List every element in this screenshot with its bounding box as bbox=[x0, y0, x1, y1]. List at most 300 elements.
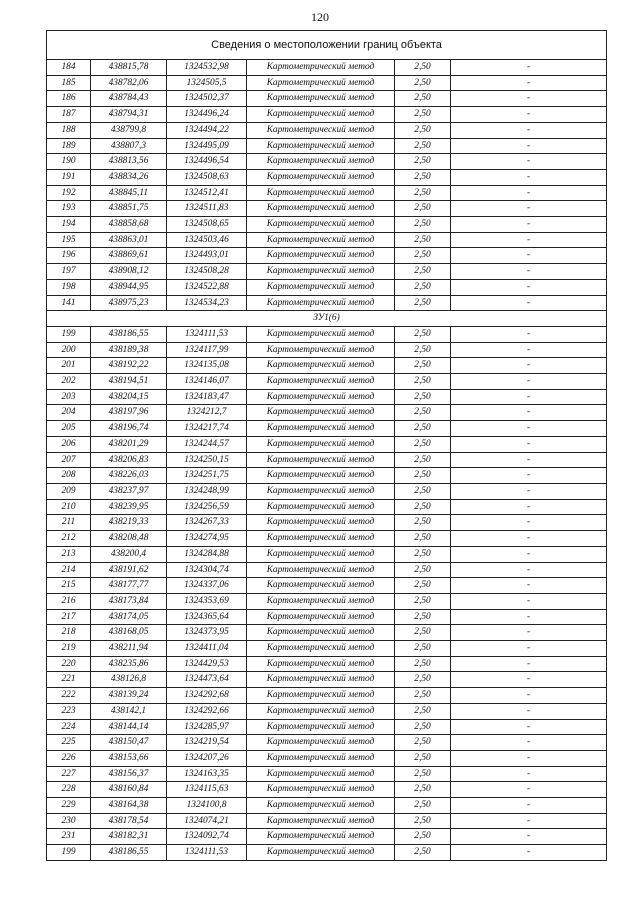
method-cell: Картометрический метод bbox=[247, 593, 395, 609]
method-cell: Картометрический метод bbox=[247, 672, 395, 688]
point-number-cell: 194 bbox=[47, 217, 91, 233]
page-number: 120 bbox=[311, 10, 329, 24]
table-row bbox=[47, 593, 607, 609]
y-coordinate-cell: 1324115,63 bbox=[167, 782, 247, 798]
point-number-cell: 217 bbox=[47, 609, 91, 625]
table-row bbox=[47, 452, 607, 468]
point-number-cell: 211 bbox=[47, 515, 91, 531]
table-row bbox=[47, 421, 607, 437]
accuracy-cell: 2,50 bbox=[395, 609, 451, 625]
description-cell: - bbox=[451, 326, 607, 342]
accuracy-cell: 2,50 bbox=[395, 578, 451, 594]
x-coordinate-cell: 438197,96 bbox=[91, 405, 167, 421]
table-row bbox=[47, 499, 607, 515]
y-coordinate-cell: 1324244,57 bbox=[167, 436, 247, 452]
y-coordinate-cell: 1324111,53 bbox=[167, 845, 247, 861]
y-coordinate-cell: 1324217,74 bbox=[167, 421, 247, 437]
y-coordinate-cell: 1324274,95 bbox=[167, 531, 247, 547]
accuracy-cell: 2,50 bbox=[395, 122, 451, 138]
point-number-cell: 221 bbox=[47, 672, 91, 688]
x-coordinate-cell: 438200,4 bbox=[91, 546, 167, 562]
description-cell: - bbox=[451, 169, 607, 185]
accuracy-cell: 2,50 bbox=[395, 358, 451, 374]
point-number-cell: 210 bbox=[47, 499, 91, 515]
y-coordinate-cell: 1324250,15 bbox=[167, 452, 247, 468]
method-cell: Картометрический метод bbox=[247, 656, 395, 672]
method-cell: Картометрический метод bbox=[247, 782, 395, 798]
x-coordinate-cell: 438191,62 bbox=[91, 562, 167, 578]
description-cell: - bbox=[451, 154, 607, 170]
point-number-cell: 218 bbox=[47, 625, 91, 641]
method-cell: Картометрический метод bbox=[247, 798, 395, 814]
x-coordinate-cell: 438219,33 bbox=[91, 515, 167, 531]
y-coordinate-cell: 1324494,22 bbox=[167, 122, 247, 138]
method-cell: Картометрический метод bbox=[247, 405, 395, 421]
x-coordinate-cell: 438226,03 bbox=[91, 468, 167, 484]
y-coordinate-cell: 1324337,06 bbox=[167, 578, 247, 594]
table-row bbox=[47, 75, 607, 91]
x-coordinate-cell: 438782,06 bbox=[91, 75, 167, 91]
accuracy-cell: 2,50 bbox=[395, 264, 451, 280]
table-row bbox=[47, 735, 607, 751]
x-coordinate-cell: 438178,54 bbox=[91, 813, 167, 829]
y-coordinate-cell: 1324117,99 bbox=[167, 342, 247, 358]
y-coordinate-cell: 1324365,64 bbox=[167, 609, 247, 625]
description-cell: - bbox=[451, 295, 607, 311]
y-coordinate-cell: 1324495,09 bbox=[167, 138, 247, 154]
y-coordinate-cell: 1324219,54 bbox=[167, 735, 247, 751]
description-cell: - bbox=[451, 122, 607, 138]
method-cell: Картометрический метод bbox=[247, 499, 395, 515]
accuracy-cell: 2,50 bbox=[395, 374, 451, 390]
point-number-cell: 206 bbox=[47, 436, 91, 452]
description-cell: - bbox=[451, 531, 607, 547]
point-number-cell: 199 bbox=[47, 845, 91, 861]
method-cell: Картометрический метод bbox=[247, 326, 395, 342]
description-cell: - bbox=[451, 248, 607, 264]
x-coordinate-cell: 438863,01 bbox=[91, 232, 167, 248]
method-cell: Картометрический метод bbox=[247, 154, 395, 170]
point-number-cell: 207 bbox=[47, 452, 91, 468]
method-cell: Картометрический метод bbox=[247, 107, 395, 123]
table-row bbox=[47, 766, 607, 782]
accuracy-cell: 2,50 bbox=[395, 468, 451, 484]
y-coordinate-cell: 1324267,33 bbox=[167, 515, 247, 531]
table-row bbox=[47, 782, 607, 798]
y-coordinate-cell: 1324508,65 bbox=[167, 217, 247, 233]
description-cell: - bbox=[451, 625, 607, 641]
description-cell: - bbox=[451, 452, 607, 468]
method-cell: Картометрический метод bbox=[247, 813, 395, 829]
description-cell: - bbox=[451, 750, 607, 766]
point-number-cell: 184 bbox=[47, 60, 91, 76]
accuracy-cell: 2,50 bbox=[395, 295, 451, 311]
table-row bbox=[47, 798, 607, 814]
point-number-cell: 230 bbox=[47, 813, 91, 829]
x-coordinate-cell: 438182,31 bbox=[91, 829, 167, 845]
point-number-cell: 191 bbox=[47, 169, 91, 185]
description-cell: - bbox=[451, 813, 607, 829]
method-cell: Картометрический метод bbox=[247, 217, 395, 233]
x-coordinate-cell: 438845,11 bbox=[91, 185, 167, 201]
table-row bbox=[47, 578, 607, 594]
section-row bbox=[47, 311, 607, 327]
accuracy-cell: 2,50 bbox=[395, 436, 451, 452]
method-cell: Картометрический метод bbox=[247, 60, 395, 76]
point-number-cell: 216 bbox=[47, 593, 91, 609]
method-cell: Картометрический метод bbox=[247, 452, 395, 468]
x-coordinate-cell: 438186,55 bbox=[91, 845, 167, 861]
table-row bbox=[47, 232, 607, 248]
x-coordinate-cell: 438858,68 bbox=[91, 217, 167, 233]
x-coordinate-cell: 438156,37 bbox=[91, 766, 167, 782]
point-number-cell: 219 bbox=[47, 641, 91, 657]
point-number-cell: 215 bbox=[47, 578, 91, 594]
accuracy-cell: 2,50 bbox=[395, 672, 451, 688]
point-number-cell: 188 bbox=[47, 122, 91, 138]
point-number-cell: 205 bbox=[47, 421, 91, 437]
description-cell: - bbox=[451, 342, 607, 358]
accuracy-cell: 2,50 bbox=[395, 750, 451, 766]
y-coordinate-cell: 1324304,74 bbox=[167, 562, 247, 578]
x-coordinate-cell: 438160,84 bbox=[91, 782, 167, 798]
y-coordinate-cell: 1324248,99 bbox=[167, 483, 247, 499]
accuracy-cell: 2,50 bbox=[395, 735, 451, 751]
y-coordinate-cell: 1324502,37 bbox=[167, 91, 247, 107]
table-row bbox=[47, 483, 607, 499]
x-coordinate-cell: 438204,15 bbox=[91, 389, 167, 405]
table-row bbox=[47, 358, 607, 374]
description-cell: - bbox=[451, 672, 607, 688]
point-number-cell: 141 bbox=[47, 295, 91, 311]
y-coordinate-cell: 1324092,74 bbox=[167, 829, 247, 845]
y-coordinate-cell: 1324212,7 bbox=[167, 405, 247, 421]
description-cell: - bbox=[451, 405, 607, 421]
point-number-cell: 185 bbox=[47, 75, 91, 91]
table-row bbox=[47, 389, 607, 405]
description-cell: - bbox=[451, 389, 607, 405]
table-row bbox=[47, 326, 607, 342]
method-cell: Картометрический метод bbox=[247, 562, 395, 578]
description-cell: - bbox=[451, 107, 607, 123]
y-coordinate-cell: 1324534,23 bbox=[167, 295, 247, 311]
method-cell: Картометрический метод bbox=[247, 531, 395, 547]
method-cell: Картометрический метод bbox=[247, 358, 395, 374]
y-coordinate-cell: 1324256,59 bbox=[167, 499, 247, 515]
y-coordinate-cell: 1324373,95 bbox=[167, 625, 247, 641]
point-number-cell: 202 bbox=[47, 374, 91, 390]
y-coordinate-cell: 1324508,28 bbox=[167, 264, 247, 280]
table-row bbox=[47, 264, 607, 280]
x-coordinate-cell: 438189,38 bbox=[91, 342, 167, 358]
x-coordinate-cell: 438144,14 bbox=[91, 719, 167, 735]
description-cell: - bbox=[451, 515, 607, 531]
table-row bbox=[47, 641, 607, 657]
point-number-cell: 203 bbox=[47, 389, 91, 405]
x-coordinate-cell: 438174,05 bbox=[91, 609, 167, 625]
method-cell: Картометрический метод bbox=[247, 750, 395, 766]
accuracy-cell: 2,50 bbox=[395, 641, 451, 657]
point-number-cell: 229 bbox=[47, 798, 91, 814]
method-cell: Картометрический метод bbox=[247, 279, 395, 295]
table-row bbox=[47, 688, 607, 704]
method-cell: Картометрический метод bbox=[247, 421, 395, 437]
table-row bbox=[47, 201, 607, 217]
method-cell: Картометрический метод bbox=[247, 75, 395, 91]
method-cell: Картометрический метод bbox=[247, 264, 395, 280]
method-cell: Картометрический метод bbox=[247, 735, 395, 751]
point-number-cell: 192 bbox=[47, 185, 91, 201]
y-coordinate-cell: 1324292,66 bbox=[167, 703, 247, 719]
y-coordinate-cell: 1324285,97 bbox=[167, 719, 247, 735]
method-cell: Картометрический метод bbox=[247, 232, 395, 248]
accuracy-cell: 2,50 bbox=[395, 138, 451, 154]
accuracy-cell: 2,50 bbox=[395, 326, 451, 342]
description-cell: - bbox=[451, 798, 607, 814]
x-coordinate-cell: 438235,86 bbox=[91, 656, 167, 672]
description-cell: - bbox=[451, 232, 607, 248]
point-number-cell: 195 bbox=[47, 232, 91, 248]
point-number-cell: 212 bbox=[47, 531, 91, 547]
description-cell: - bbox=[451, 719, 607, 735]
accuracy-cell: 2,50 bbox=[395, 405, 451, 421]
method-cell: Картометрический метод bbox=[247, 546, 395, 562]
accuracy-cell: 2,50 bbox=[395, 201, 451, 217]
y-coordinate-cell: 1324411,04 bbox=[167, 641, 247, 657]
point-number-cell: 198 bbox=[47, 279, 91, 295]
x-coordinate-cell: 438799,8 bbox=[91, 122, 167, 138]
point-number-cell: 225 bbox=[47, 735, 91, 751]
table-row bbox=[47, 750, 607, 766]
y-coordinate-cell: 1324183,47 bbox=[167, 389, 247, 405]
accuracy-cell: 2,50 bbox=[395, 719, 451, 735]
table-row bbox=[47, 436, 607, 452]
accuracy-cell: 2,50 bbox=[395, 452, 451, 468]
accuracy-cell: 2,50 bbox=[395, 107, 451, 123]
x-coordinate-cell: 438239,95 bbox=[91, 499, 167, 515]
accuracy-cell: 2,50 bbox=[395, 421, 451, 437]
point-number-cell: 220 bbox=[47, 656, 91, 672]
accuracy-cell: 2,50 bbox=[395, 248, 451, 264]
description-cell: - bbox=[451, 436, 607, 452]
description-cell: - bbox=[451, 609, 607, 625]
method-cell: Картометрический метод bbox=[247, 688, 395, 704]
point-number-cell: 197 bbox=[47, 264, 91, 280]
y-coordinate-cell: 1324135,08 bbox=[167, 358, 247, 374]
point-number-cell: 199 bbox=[47, 326, 91, 342]
description-cell: - bbox=[451, 593, 607, 609]
point-number-cell: 224 bbox=[47, 719, 91, 735]
description-cell: - bbox=[451, 264, 607, 280]
description-cell: - bbox=[451, 217, 607, 233]
description-cell: - bbox=[451, 735, 607, 751]
accuracy-cell: 2,50 bbox=[395, 217, 451, 233]
x-coordinate-cell: 438194,51 bbox=[91, 374, 167, 390]
table-header-row bbox=[47, 31, 607, 60]
accuracy-cell: 2,50 bbox=[395, 499, 451, 515]
method-cell: Картометрический метод bbox=[247, 374, 395, 390]
description-cell: - bbox=[451, 201, 607, 217]
table-row bbox=[47, 703, 607, 719]
description-cell: - bbox=[451, 421, 607, 437]
table-row bbox=[47, 122, 607, 138]
y-coordinate-cell: 1324532,98 bbox=[167, 60, 247, 76]
description-cell: - bbox=[451, 358, 607, 374]
method-cell: Картометрический метод bbox=[247, 342, 395, 358]
x-coordinate-cell: 438142,1 bbox=[91, 703, 167, 719]
x-coordinate-cell: 438975,23 bbox=[91, 295, 167, 311]
table-row bbox=[47, 405, 607, 421]
method-cell: Картометрический метод bbox=[247, 138, 395, 154]
description-cell: - bbox=[451, 656, 607, 672]
table-row bbox=[47, 562, 607, 578]
table-row bbox=[47, 546, 607, 562]
y-coordinate-cell: 1324146,07 bbox=[167, 374, 247, 390]
y-coordinate-cell: 1324292,68 bbox=[167, 688, 247, 704]
x-coordinate-cell: 438177,77 bbox=[91, 578, 167, 594]
table-row bbox=[47, 342, 607, 358]
description-cell: - bbox=[451, 703, 607, 719]
y-coordinate-cell: 1324473,64 bbox=[167, 672, 247, 688]
x-coordinate-cell: 438173,84 bbox=[91, 593, 167, 609]
point-number-cell: 227 bbox=[47, 766, 91, 782]
x-coordinate-cell: 438186,55 bbox=[91, 326, 167, 342]
x-coordinate-cell: 438237,97 bbox=[91, 483, 167, 499]
accuracy-cell: 2,50 bbox=[395, 75, 451, 91]
method-cell: Картометрический метод bbox=[247, 91, 395, 107]
table-row bbox=[47, 248, 607, 264]
accuracy-cell: 2,50 bbox=[395, 593, 451, 609]
x-coordinate-cell: 438126,8 bbox=[91, 672, 167, 688]
accuracy-cell: 2,50 bbox=[395, 531, 451, 547]
x-coordinate-cell: 438908,12 bbox=[91, 264, 167, 280]
y-coordinate-cell: 1324496,24 bbox=[167, 107, 247, 123]
y-coordinate-cell: 1324508,63 bbox=[167, 169, 247, 185]
y-coordinate-cell: 1324512,41 bbox=[167, 185, 247, 201]
accuracy-cell: 2,50 bbox=[395, 169, 451, 185]
accuracy-cell: 2,50 bbox=[395, 279, 451, 295]
method-cell: Картометрический метод bbox=[247, 483, 395, 499]
x-coordinate-cell: 438784,43 bbox=[91, 91, 167, 107]
y-coordinate-cell: 1324163,35 bbox=[167, 766, 247, 782]
x-coordinate-cell: 438944,95 bbox=[91, 279, 167, 295]
table-row bbox=[47, 468, 607, 484]
table-row bbox=[47, 374, 607, 390]
description-cell: - bbox=[451, 578, 607, 594]
method-cell: Картометрический метод bbox=[247, 625, 395, 641]
x-coordinate-cell: 438196,74 bbox=[91, 421, 167, 437]
description-cell: - bbox=[451, 468, 607, 484]
method-cell: Картометрический метод bbox=[247, 703, 395, 719]
point-number-cell: 190 bbox=[47, 154, 91, 170]
description-cell: - bbox=[451, 60, 607, 76]
table-row bbox=[47, 217, 607, 233]
table-row bbox=[47, 719, 607, 735]
method-cell: Картометрический метод bbox=[247, 436, 395, 452]
point-number-cell: 228 bbox=[47, 782, 91, 798]
accuracy-cell: 2,50 bbox=[395, 185, 451, 201]
accuracy-cell: 2,50 bbox=[395, 829, 451, 845]
y-coordinate-cell: 1324511,83 bbox=[167, 201, 247, 217]
accuracy-cell: 2,50 bbox=[395, 656, 451, 672]
description-cell: - bbox=[451, 782, 607, 798]
accuracy-cell: 2,50 bbox=[395, 60, 451, 76]
method-cell: Картометрический метод bbox=[247, 641, 395, 657]
point-number-cell: 214 bbox=[47, 562, 91, 578]
accuracy-cell: 2,50 bbox=[395, 342, 451, 358]
y-coordinate-cell: 1324522,88 bbox=[167, 279, 247, 295]
boundary-table-frame bbox=[46, 30, 606, 861]
section-label: ЗУ1(6) bbox=[47, 311, 607, 327]
x-coordinate-cell: 438139,24 bbox=[91, 688, 167, 704]
x-coordinate-cell: 438208,48 bbox=[91, 531, 167, 547]
table-row bbox=[47, 60, 607, 76]
x-coordinate-cell: 438813,56 bbox=[91, 154, 167, 170]
method-cell: Картометрический метод bbox=[247, 515, 395, 531]
x-coordinate-cell: 438168,05 bbox=[91, 625, 167, 641]
method-cell: Картометрический метод bbox=[247, 122, 395, 138]
method-cell: Картометрический метод bbox=[247, 578, 395, 594]
x-coordinate-cell: 438206,83 bbox=[91, 452, 167, 468]
boundary-table bbox=[46, 30, 607, 861]
x-coordinate-cell: 438164,38 bbox=[91, 798, 167, 814]
accuracy-cell: 2,50 bbox=[395, 766, 451, 782]
method-cell: Картометрический метод bbox=[247, 845, 395, 861]
table-row bbox=[47, 813, 607, 829]
method-cell: Картометрический метод bbox=[247, 295, 395, 311]
y-coordinate-cell: 1324207,26 bbox=[167, 750, 247, 766]
method-cell: Картометрический метод bbox=[247, 389, 395, 405]
x-coordinate-cell: 438201,29 bbox=[91, 436, 167, 452]
accuracy-cell: 2,50 bbox=[395, 389, 451, 405]
y-coordinate-cell: 1324505,5 bbox=[167, 75, 247, 91]
table-row bbox=[47, 625, 607, 641]
accuracy-cell: 2,50 bbox=[395, 562, 451, 578]
table-body bbox=[47, 31, 607, 861]
accuracy-cell: 2,50 bbox=[395, 515, 451, 531]
accuracy-cell: 2,50 bbox=[395, 546, 451, 562]
y-coordinate-cell: 1324074,21 bbox=[167, 813, 247, 829]
y-coordinate-cell: 1324496,54 bbox=[167, 154, 247, 170]
accuracy-cell: 2,50 bbox=[395, 688, 451, 704]
point-number-cell: 213 bbox=[47, 546, 91, 562]
y-coordinate-cell: 1324111,53 bbox=[167, 326, 247, 342]
accuracy-cell: 2,50 bbox=[395, 154, 451, 170]
point-number-cell: 186 bbox=[47, 91, 91, 107]
point-number-cell: 231 bbox=[47, 829, 91, 845]
description-cell: - bbox=[451, 138, 607, 154]
description-cell: - bbox=[451, 546, 607, 562]
method-cell: Картометрический метод bbox=[247, 185, 395, 201]
table-row bbox=[47, 531, 607, 547]
x-coordinate-cell: 438851,75 bbox=[91, 201, 167, 217]
point-number-cell: 193 bbox=[47, 201, 91, 217]
point-number-cell: 226 bbox=[47, 750, 91, 766]
point-number-cell: 204 bbox=[47, 405, 91, 421]
y-coordinate-cell: 1324284,88 bbox=[167, 546, 247, 562]
description-cell: - bbox=[451, 75, 607, 91]
point-number-cell: 209 bbox=[47, 483, 91, 499]
x-coordinate-cell: 438815,78 bbox=[91, 60, 167, 76]
method-cell: Картометрический метод bbox=[247, 468, 395, 484]
x-coordinate-cell: 438807,3 bbox=[91, 138, 167, 154]
description-cell: - bbox=[451, 499, 607, 515]
accuracy-cell: 2,50 bbox=[395, 232, 451, 248]
description-cell: - bbox=[451, 688, 607, 704]
accuracy-cell: 2,50 bbox=[395, 703, 451, 719]
point-number-cell: 201 bbox=[47, 358, 91, 374]
table-row bbox=[47, 609, 607, 625]
